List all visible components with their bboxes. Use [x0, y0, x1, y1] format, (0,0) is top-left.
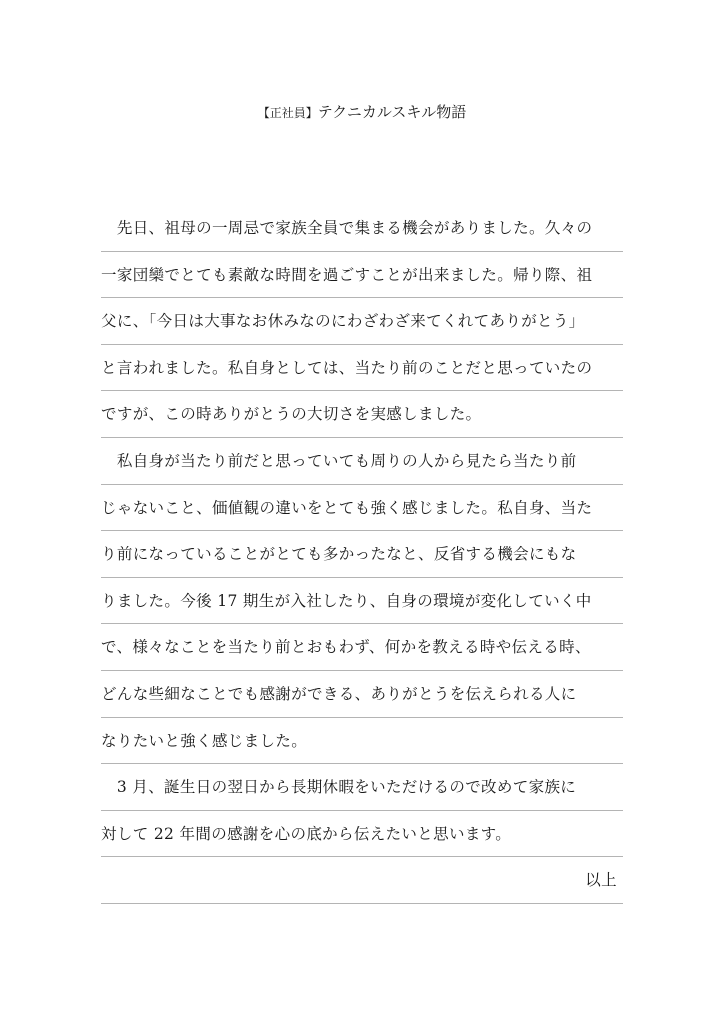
essay-body	[101, 205, 623, 904]
body-line: 3 月、誕生日の翌日から長期休暇をいただけるので改めて家族に	[101, 764, 623, 811]
body-line: 父に、「今日は大事なお休みなのにわざわざ来てくれてありがとう」	[101, 298, 623, 345]
page-title	[0, 100, 724, 125]
body-line: りました。今後 17 期生が入社したり、自身の環境が変化していく中	[101, 578, 623, 625]
body-line: ですが、この時ありがとうの大切さを実感しました。	[101, 391, 623, 438]
body-line: と言われました。私自身としては、当たり前のことだと思っていたの	[101, 345, 623, 392]
body-line: じゃないこと、価値観の違いをとても強く感じました。私自身、当た	[101, 485, 623, 532]
body-line: なりたいと強く感じました。	[101, 718, 623, 765]
body-line: り前になっていることがとても多かったなと、反省する機会にもな	[101, 531, 623, 578]
body-line: で、様々なことを当たり前とおもわず、何かを教える時や伝える時、	[101, 624, 623, 671]
closing-line: 以上	[101, 857, 623, 904]
body-line: 対して 22 年間の感謝を心の底から伝えたいと思います。	[101, 811, 623, 858]
title-bracket-label: 【正社員】	[257, 106, 318, 120]
body-line: どんな些細なことでも感謝ができる、ありがとうを伝えられる人に	[101, 671, 623, 718]
title-text: テクニカルスキル物語	[317, 103, 467, 121]
body-line: 私自身が当たり前だと思っていても周りの人から見たら当たり前	[101, 438, 623, 485]
body-line: 一家団欒でとても素敵な時間を過ごすことが出来ました。帰り際、祖	[101, 252, 623, 299]
body-line: 先日、祖母の一周忌で家族全員で集まる機会がありました。久々の	[101, 205, 623, 252]
